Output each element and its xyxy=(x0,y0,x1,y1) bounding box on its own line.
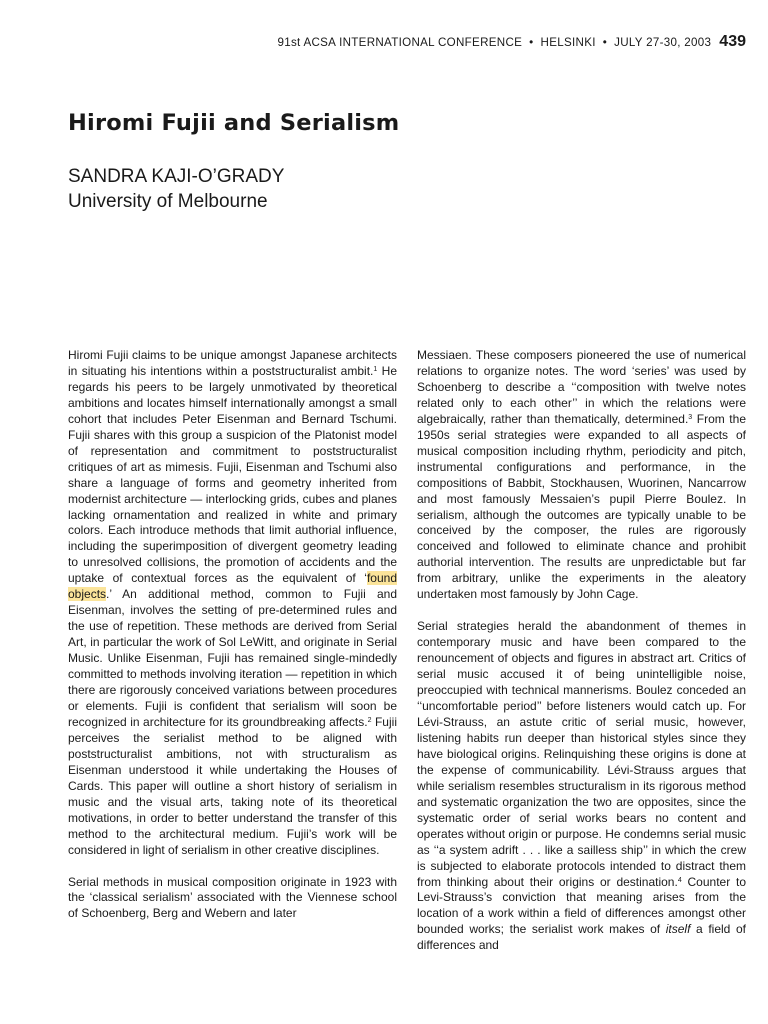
author-affiliation: University of Melbourne xyxy=(68,191,268,212)
page-number: 439 xyxy=(719,33,746,50)
right-column xyxy=(417,348,746,970)
paragraph: Serial methods in musical composition originate in 1923 with the ‘classical serialism’ associated with the Viennese school of Schoenberg, Berg and Webern and later xyxy=(68,874,397,921)
text-run: Messiaen. These composers pioneered the use of numerical relations to organize notes. The word ‘series’ was used by Schoenberg to describe a ‘‘composition with twelve notes related only to each other’’ in which the relations were algebraically, rather than thematically, determined. xyxy=(417,348,746,426)
footnote-ref: 2 xyxy=(367,716,372,724)
text-run: Serial strategies herald the abandonment of themes in contemporary music and have been compared to the renouncement of objects and figures in abstract art. Critics of serial music accused it of being unintelligible noise, preoccupied with technical mannerisms. Boulez conceded an ‘‘uncomfortable period’’ before listeners would catch up. For Lévi-Strauss, an astute critic of serial music, however, listening habits run deeper than historical styles since they have biological origins. Relinquishing these origins is done at the expense of communicability. Lévi-Strauss argues that while serialism resembles structuralism in its rigorous method and systematic organization the two are opposites, since the systematic order of serial works bears no content and operates without origin or purpose. He condemns serial music as ‘‘a system adrift . . . like a sailless ship’’ in which the crew is subjected to elaborate protocols intended to distract them from thinking about their origins or destination. xyxy=(417,619,746,889)
footnote-ref: 4 xyxy=(677,876,682,884)
text-run: a field of differences and xyxy=(417,922,746,953)
author-name: SANDRA KAJI-O’GRADY xyxy=(68,166,285,187)
bullet-separator: • xyxy=(602,36,608,49)
footnote-ref: 3 xyxy=(688,413,693,421)
footnote-ref: 1 xyxy=(373,365,378,373)
text-run: .’ An additional method, common to Fujii and Eisenman, involves the setting of pre-determined rules and the use of repetition. These methods are derived from Serial Art, in particular the work of Sol LeWitt, and originate in Serial Music. Unlike Eisenman, Fujii has remained single-mindedly committed to methods involving iteration — repetition in which there are rigorously conceived variations between procedures or elements. Fujii is confident that serialism will soon be recognized in architecture for its groundbreaking affects. xyxy=(68,587,397,729)
left-column xyxy=(68,348,397,938)
text-run: Hiromi Fujii claims to be unique amongst Japanese architects in situating his intentions within a poststructuralist ambit. xyxy=(68,348,397,378)
text-run: Fujii perceives the serialist method to be aligned with poststructuralist ambitions, not with structuralism as Eisenman understood it while undertaking the Houses of Cards. This paper will outline a short history of serialism in music and the visual arts, taking note of its theoretical motivations, in order to better understand the transfer of this method to the architectural medium. Fujii’s work will be considered in light of serialism in other creative disciplines. xyxy=(68,714,397,857)
author-block xyxy=(68,164,284,214)
paragraph xyxy=(417,348,746,603)
paragraph xyxy=(417,619,746,954)
emphasis-text: itself xyxy=(665,922,691,937)
conference-dates: JULY 27-30, 2003 xyxy=(614,36,712,49)
text-run: Counter to Levi-Strauss’s conviction that meaning arises from the location of a work within a field of differences amongst other bounded works; the serialist work makes of xyxy=(417,874,746,937)
conference-name: 91st ACSA INTERNATIONAL CONFERENCE xyxy=(277,36,523,49)
text-run: From the 1950s serial strategies were expanded to all aspects of musical composition including rhythm, periodicity and pitch, instrumental configurations and performance, in the compositions of Babbit, Stockhausen, Wuorinen, Nancarrow and most famously Messaien’s pupil Pierre Boulez. In serialism, although the outcomes are typically unable to be conceived by the composer, the rules are rigorously conceived and followed to eliminate chance and prohibit authorial intervention. The results are unpredictable but far from arbitrary, unlike the experiments in the aleatory undertaken most famously by John Cage. xyxy=(417,411,746,602)
paper-title: Hiromi Fujii and Serialism xyxy=(68,110,400,136)
paragraph xyxy=(68,348,397,859)
running-header xyxy=(60,33,746,51)
conference-city: HELSINKI xyxy=(540,36,596,49)
highlighted-text: found objects xyxy=(68,571,397,602)
bullet-separator: • xyxy=(529,36,534,49)
text-run: He regards his peers to be largely unmotivated by theoretical ambitions and locates himself internationally amongst a small cohort that includes Peter Eisenman and Bernard Tschumi. Fujii shares with this group a suspicion of the Platonist model of representation and commitment to poststructuralist critiques of art as mimesis. Fujii, Eisenman and Tschumi also share a language of forms and geometry inherited from modernist architecture — interlocking grids, cubes and planes lacking ornamentation and realized in white and primary colors. Each introduce methods that limit authorial influence, including the superimposition of divergent geometry leading to unresolved collisions, the promotion of accidents and the uptake of contextual forces as the equivalent of ‘ xyxy=(68,363,397,586)
